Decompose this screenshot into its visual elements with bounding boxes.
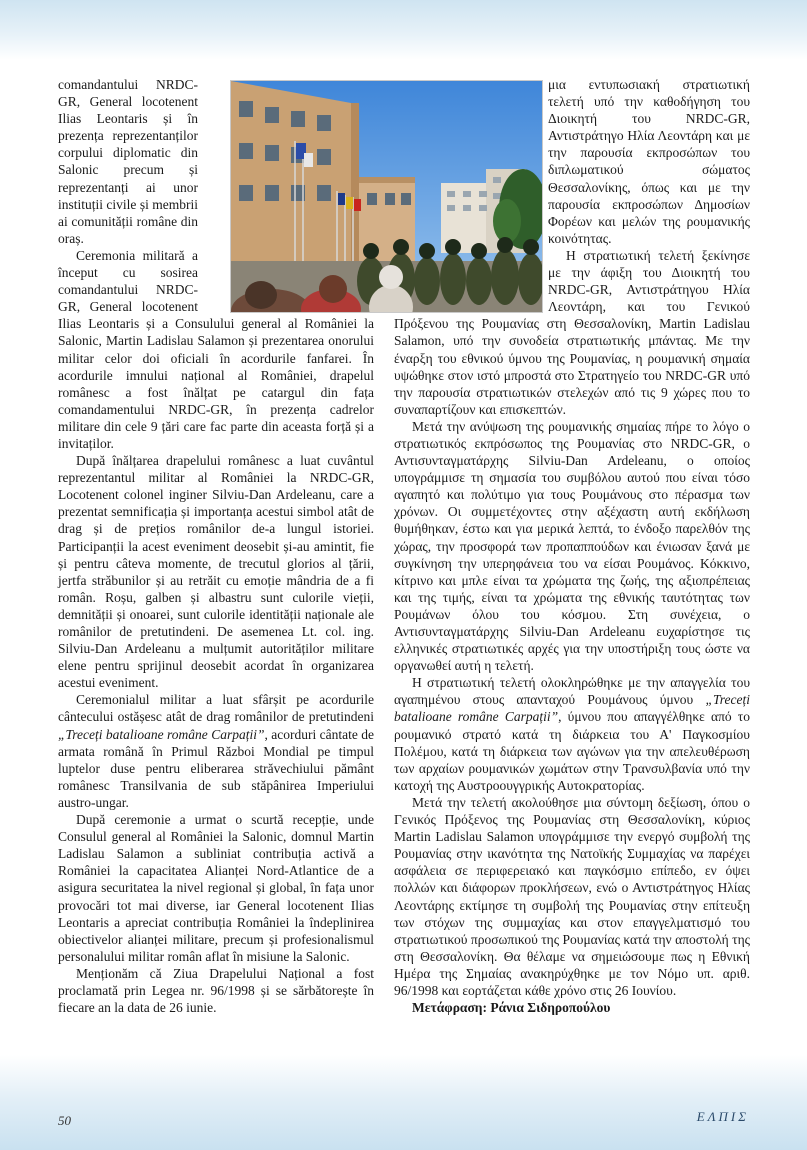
translation-credit: Μετάφραση: Ράνια Σιδηροπούλου <box>412 1000 611 1016</box>
left-paragraph-6: Menționăm că Ziua Drapelului Național a fost proclamată prin Legea nr. 96/1998 și se sărbătorește în fiecare an la data de 26 iunie. <box>58 965 374 1016</box>
right-p4-text-a: Η στρατιωτική τελετή ολοκληρώθηκε με την απαγγελία του αγαπημένου στους απανταχού Ρουμάνους ύμνου <box>394 675 750 708</box>
right-paragraph-1: μια εντυπωσιακή στρατιωτική τελετή υπό την καθοδήγηση του Διοικητή του NRDC-GR, Αντιστράτηγο Ηλία Λεοντάρη και με την παρουσία εκπροσώπων του διπλωματικού σώματος Θεσσαλονίκης, όπως και με την παρουσία εκπροσώπων Δημοσίων Φορέων και μελών της ρουμανικής κοινότητας. <box>548 77 750 246</box>
header-band <box>0 0 807 60</box>
left-paragraph-3: După înălțarea drapelului românesc a luat cuvântul reprezentantul militar al României la NRDC-GR, Locotenent colonel inginer Silviu-Dan Ardeleanu, care a prezentat semnificația și importanța acestui simbol atât de drag și de prețios românilor de-a lungul istoriei. Participanții la acest eveniment deosebit și-au amintit, fie și pentru câteva momente, de trecutul glorios al țării, jertfa străbunilor și au retrăit cu emoție mândria de a fi român. Roșu, galben și albastru sunt culorile vieții, demnității și onoarei, sunt culorile identității naționale ale românilor de pretutindeni. De asemenea Lt. col. ing. Silviu-Dan Ardeleanu a mulțumit autorităților militare elene pentru sprijinul deosebit acordat în organizarea acestui eveniment. <box>58 453 374 691</box>
ceremony-photo <box>230 80 543 313</box>
right-paragraph-4 <box>394 674 750 794</box>
left-p4-text-a: Ceremonialul militar a luat sfârșit pe acordurile cântecului ostășesc atât de drag românilor de pretutindeni <box>58 692 374 725</box>
right-p4-song-title: „Treceți batalioane române Carpații” <box>394 692 750 725</box>
left-p4-text-b: , acorduri cântate de armata română în Primul Război Mondial pe timpul luptelor duse pentru eliberarea străvechiului pământ românesc Transilvania de sub stăpânirea Imperiului austro-ungar. <box>58 726 374 810</box>
left-p4-song-title: „Treceți batalioane române Carpații” <box>58 726 265 742</box>
footer-band <box>0 1055 807 1150</box>
right-p4-text-b: , ύμνου που απαγγέλθηκε από το ρουμανικό στρατό κατά τη διάρκεια του Α' Παγκοσμίου Πολέμου, κατά τη διάρκεια των αγώνων για την απελευθέρωση των αρχαίων ρουμανικών χωμάτων στην Τρανσυλβανία υπό την κατοχή της Αυστροουγγρικής Αυτοκρατορίας. <box>394 709 750 793</box>
left-paragraph-5: După ceremonie a urmat o scurtă recepție, unde Consulul general al României la Salonic, domnul Martin Ladislau Salamon a subliniat contribuția activă a României la capacitatea Alianței Nord-Atlantice de a asigura securitatea la nivel regional și global, în fața unor provocări tot mai diverse, iar General locotenent Ilias Leontaris a apreciat contribuția României la îndeplinirea obiectivelor alianței militare, precum și profesionalismul personalului militar român aflat în misiune la Salonic. <box>58 812 374 964</box>
right-paragraph-3: Μετά την ανύψωση της ρουμανικής σημαίας πήρε το λόγο ο στρατιωτικός εκπρόσωπος της Ρουμανίας στο NRDC-GR, ο Αντισυνταγματάρχης Silviu-Dan Ardeleanu, ο οποίος υπογράμμισε τη σημασία του συμβόλου αυτού που είναι τόσο αγαπητό και πολύτιμο για τους Ρουμάνους στο πέρασμα των χρόνων. Οι συμμετέχοντες στην αξέχαστη αυτή εκδήλωση θυμήθηκαν, έστω και για μερικά λεπτά, το ένδοξο παρελθόν της χώρας, την προσφορά των προπαππούδων και ένιωσαν ξανά με συγκίνηση την υπερηφάνεια του να είσαι Ρουμάνος. Κόκκινο, κίτρινο και μπλε είναι τα χρώματα της ζωής, της αξιοπρέπειας και της τιμής, είναι τα χρώματα της εθνικής ταυτότητας των Ρουμάνων όλου του κόσμου. Στη συνέχεια, ο Αντισυνταγματάρχης Silviu-Dan Ardeleanu ευχαρίστησε τις ελληνικές στρατιωτικές αρχές για την υποστήριξη τους ώστε να οργανωθεί αυτή η τελετή. <box>394 418 750 674</box>
journal-title: ΕΛΠΙΣ <box>696 1109 749 1124</box>
right-paragraph-2: Η στρατιωτική τελετή ξεκίνησε με την άφιξη του Διοικητή του NRDC-GR, Αντιστράτηγου Ηλία Λεοντάρη, και του Γενικού Πρόξενου της Ρουμανίας στη Θεσσαλονίκη, Martin Ladislau Salamon, υπό την συνοδεία στρατιωτικής μπάντας. Με την έναρξη του εθνικού ύμνου της Ρουμανίας, η ρουμανική σημαία υψώθηκε στον ιστό μπροστά στο Στρατηγείο του NRDC-GR υπό την παρουσία στρατιωτικών στελεχών από τις 9 χώρες που το συναπαρτίζουν και επισκεπτών. <box>394 247 750 417</box>
right-paragraph-5: Μετά την τελετή ακολούθησε μια σύντομη δεξίωση, όπου ο Γενικός Πρόξενος της Ρουμανίας στη Θεσσαλονίκη, κύριος Martin Ladislau Salamon υπογράμμισε την ενεργό συμβολή της Ρουμανίας στην ικανότητα της Νατοϊκής Συμμαχίας να παρέχει ασφάλεια σε περιφερειακό και παγκόσμιο επίπεδο, εν όψει πολλών και διάφορων προκλήσεων, ενώ ο Αντιστράτηγος Ηλίας Λεοντάρης εκτίμησε τη συμβολή της Ρουμανίας στην επίτευξη των στόχων της συμμαχίας και στον επαγγελματισμό του στρατιωτικού προσωπικού της Ρουμανίας κατά την αποστολή της στη Θεσσαλονίκη. Θα θέλαμε να σημειώσουμε πως η Εθνική Ημέρα της Σημαίας ανακηρύχθηκε με τον Νόμο υπ. αριθ. 96/1998 και εορτάζεται κάθε χρόνο στις 26 Ιουνίου. <box>394 794 750 998</box>
left-paragraph-1: comandantului NRDC-GR, General locotenent Ilias Leontaris și în prezența reprezentanților corpului diplomatic din Salonic precum și reprezentanți ai unor instituții civile și membrii ai comunității române din oraș. <box>58 77 198 246</box>
left-paragraph-2: Ceremonia militară a început cu sosirea comandantului NRDC-GR, General locotenent Ilias Leontaris și a Consulului general al României la Salonic, Martin Ladislau Salamon și prezentarea onorului militar celor doi oficiali în acordurile fanfarei. În acordurile imnului național al României, drapelul românesc a fost înălțat pe catargul din fața comandamentului NRDC-GR, în prezența cadrelor militare din cele 9 țări care fac parte din aceasta forță și a invitaților. <box>58 247 374 451</box>
left-paragraph-4 <box>58 691 374 811</box>
page-number: 50 <box>58 1113 71 1128</box>
